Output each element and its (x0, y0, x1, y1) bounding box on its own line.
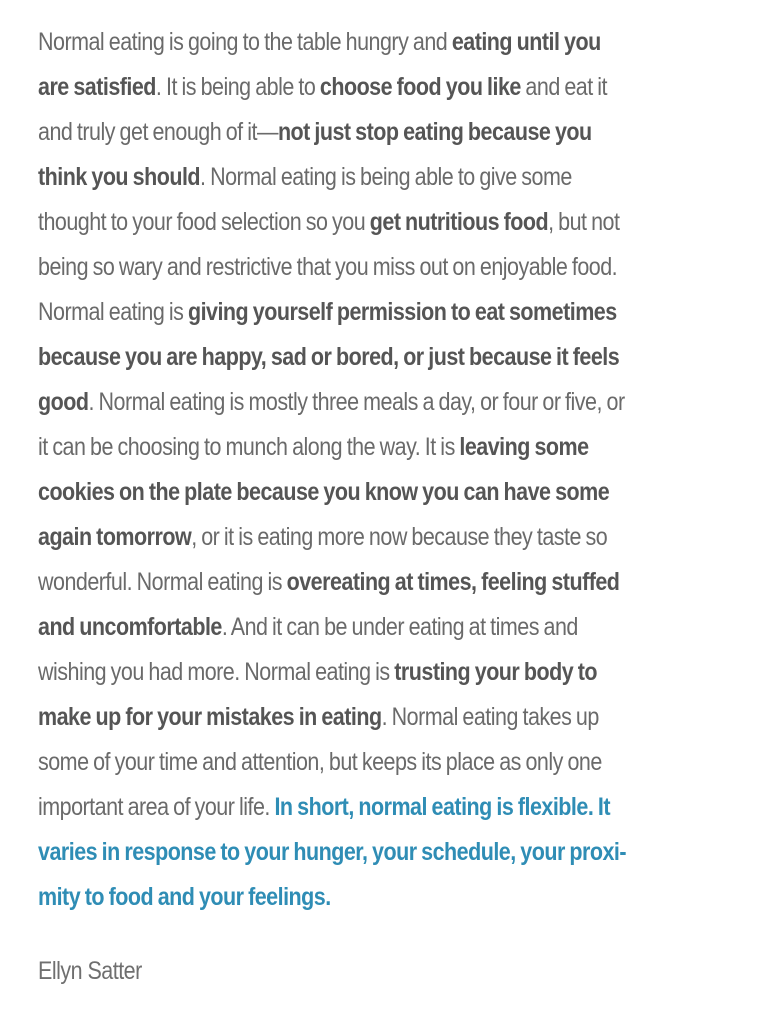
text-run: it can be choosing to munch along the way. It is (38, 433, 460, 461)
emphasis-run: choose food you like (319, 73, 521, 101)
text-run: , or it is eating more now because they taste so (191, 523, 608, 551)
quote-line (38, 110, 728, 155)
text-run: thought to your food selection so you (38, 208, 370, 236)
emphasis-run: because you are happy, sad or bored, or just because it feels (38, 343, 620, 371)
text-run: wonderful. Normal eating is (38, 568, 287, 596)
quote-line (38, 380, 728, 425)
emphasis-run: trusting your body to (394, 658, 598, 686)
emphasis-run: not just stop eating because you (277, 118, 592, 146)
text-run: . And it can be under eating at times and (221, 613, 578, 641)
emphasis-run: overeating at times, feeling stuffed (286, 568, 620, 596)
emphasis-run: eating until you (451, 28, 601, 56)
quote-line (38, 695, 728, 740)
text-run: . Normal eating is being able to give some (200, 163, 572, 191)
text-run: . Normal eating takes up (381, 703, 599, 731)
emphasis-run: cookies on the plate because you know you can have some (38, 478, 610, 506)
quote-line (38, 470, 728, 515)
quote-line (38, 560, 728, 605)
text-run: Normal eating is going to the table hungry and (38, 28, 452, 56)
quote-line (38, 425, 728, 470)
quote-line (38, 155, 728, 200)
quote-line (38, 290, 728, 335)
accent-run: mity to food and your feelings. (38, 883, 331, 911)
emphasis-run: giving yourself permission to eat sometimes (187, 298, 617, 326)
emphasis-run: and uncomfortable (38, 613, 222, 641)
quote-line (38, 245, 728, 290)
emphasis-run: make up for your mistakes in eating (38, 703, 382, 731)
quote-line (38, 335, 728, 380)
text-run: and truly get enough of it— (38, 118, 278, 146)
emphasis-run: again tomorrow (38, 523, 192, 551)
accent-run: varies in response to your hunger, your schedule, your proxi- (38, 838, 627, 866)
emphasis-run: leaving some (459, 433, 589, 461)
quote-author: Ellyn Satter (38, 957, 142, 985)
emphasis-run: are satisfied (38, 73, 156, 101)
emphasis-run: get nutritious food (369, 208, 549, 236)
quote-line (38, 650, 728, 695)
text-run: Normal eating is (38, 298, 188, 326)
quote-line (38, 605, 728, 650)
quote-line (38, 830, 728, 875)
text-run: . Normal eating is mostly three meals a day, or four or five, or (88, 388, 625, 416)
text-run: , but not (548, 208, 620, 236)
quote-text (38, 20, 728, 920)
text-run: . It is being able to (155, 73, 320, 101)
quote-line (38, 20, 728, 65)
accent-run: In short, normal eating is flexible. It (274, 793, 610, 821)
quote-line (38, 200, 728, 245)
quote-line (38, 65, 728, 110)
text-run: and eat it (520, 73, 608, 101)
quote-line (38, 740, 728, 785)
text-run: wishing you had more. Normal eating is (38, 658, 395, 686)
text-run: being so wary and restrictive that you miss out on enjoyable food. (38, 253, 618, 281)
quote-line (38, 875, 728, 920)
emphasis-run: think you should (38, 163, 201, 191)
quote-line (38, 515, 728, 560)
text-run: some of your time and attention, but keeps its place as only one (38, 748, 602, 776)
emphasis-run: good (38, 388, 89, 416)
text-run: important area of your life. (38, 793, 275, 821)
quote-line (38, 785, 728, 830)
